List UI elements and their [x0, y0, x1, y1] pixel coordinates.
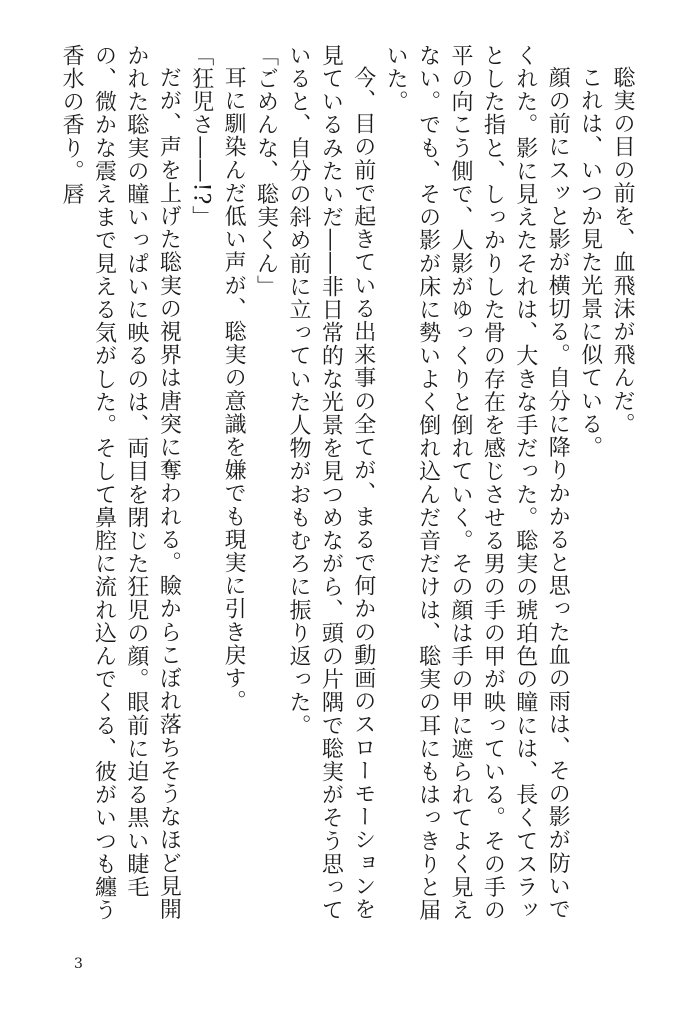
dialogue-1: 「ごめんな、聡実くん」 — [253, 44, 279, 299]
page-number: 3 — [74, 956, 83, 972]
paragraph-1: 聡実の目の前を、血飛沫が飛んだ。 — [610, 66, 635, 436]
paragraph-3: 顔の前にスッと影が横切る。自分に降りかかると思った血の雨は、その影が防いでくれた。影に見えたそれは、大きな手だった。聡実の琥珀色の瞳には、長くてスラッとした指と、しっかりした骨の存在を感じさせる男の手の甲が映っている。その手の平の向こう側で、人影がゆっくりと倒れていく。その顔は手の甲に遮られてよく見えない。でも、その影が床に勢いよく倒れ込んだ音だけは、聡実の耳にもはっきりと届いた。 — [383, 44, 571, 922]
paragraph-6: だが、声を上げた聡実の視界は唐突に奪われる。瞼からこぼれ落ちそうなほど見開かれた聡実の瞳いっぱいに映るのは、両目を閉じた狂児の顔。眼前に迫る黒い睫毛の、微かな震えまで見える気がした。そして鼻腔に流れ込んでくる、彼がいつも纏う香水の香り。唇 — [59, 44, 182, 922]
paragraph-2: これは、いつか見た光景に似ている。 — [577, 66, 603, 459]
paragraph-4: 今、目の前で起きている出来事の全てが、まるで何かの動画のスローモーションを見ているみたいだ――非日常的な光景を見つめながら、頭の片隅で聡実がそう思っていると、自分の斜め前に立っていた人物がおもむろに振り返った。 — [285, 44, 376, 922]
body-text — [48, 44, 638, 924]
paragraph-5: 耳に馴染んだ低い声が、聡実の意識を嫌でも現実に引き戻す。 — [221, 66, 247, 713]
dialogue-2: 「狂児さ――!?」 — [188, 44, 214, 229]
